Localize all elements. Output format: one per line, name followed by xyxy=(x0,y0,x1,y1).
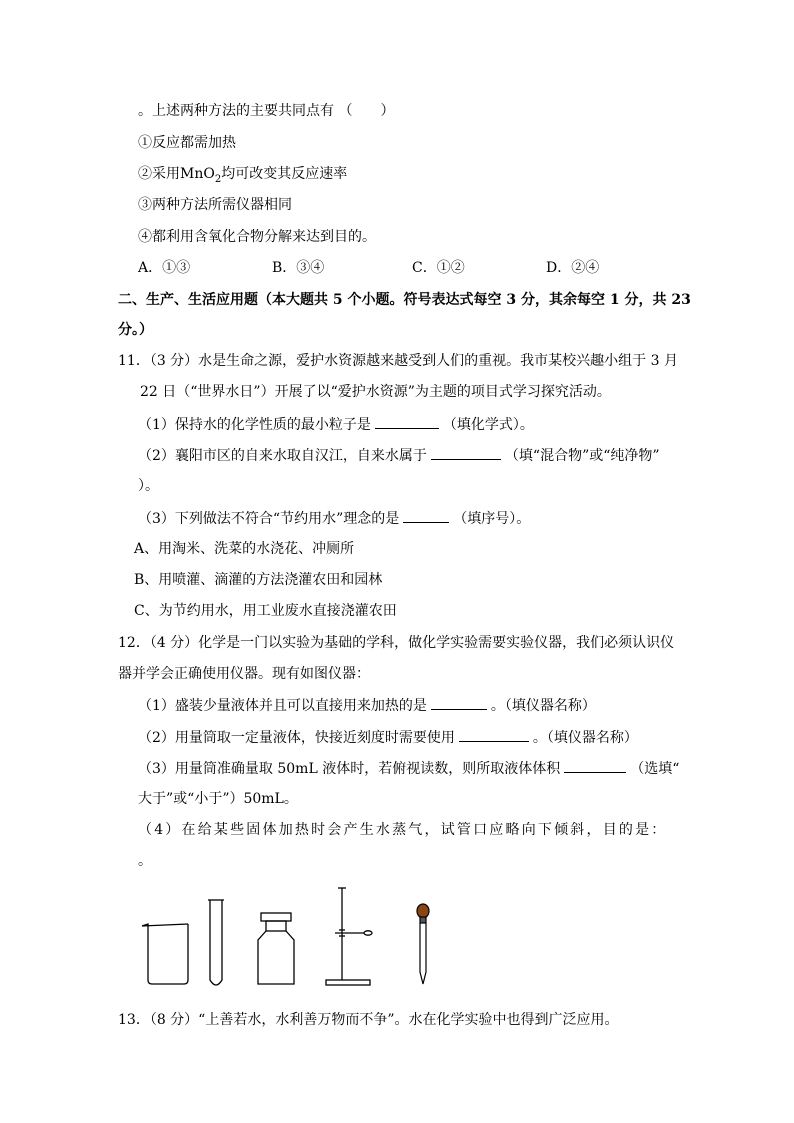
q11-choice-a: A、用淘米、洗菜的水浇花、冲厕所 xyxy=(134,541,355,557)
q10-option-c: C．①② xyxy=(412,260,465,276)
section-2-title-cont: 分。） xyxy=(118,322,153,338)
q12-part-4-cont: 。 xyxy=(138,853,152,869)
q11-part-3: （3）下列做法不符合“节约用水”理念的是 （填序号）。 xyxy=(138,508,530,529)
q10-option-d: D．②④ xyxy=(546,260,600,276)
q12-part-3: （3）用量筒准确量取 50mL 液体时，若俯视读数，则所取液体体积 （选填“ xyxy=(138,758,679,779)
answer-blank[interactable] xyxy=(564,758,626,773)
q11-choice-b: B、用喷灌、滴灌的方法浇灌农田和园林 xyxy=(134,572,383,588)
q12-part-4: （4）在给某些固体加热时会产生水蒸气，试管口应略向下倾斜，目的是： xyxy=(138,822,668,838)
q10-stem: 。上述两种方法的主要共同点有 （ ） xyxy=(138,103,395,119)
q12-part-3-cont: 大于”或“小于”）50mL。 xyxy=(138,791,298,807)
q10-item-3: ③两种方法所需仪器相同 xyxy=(138,197,292,213)
q11-choice-c: C、为节约用水，用工业废水直接浇灌农田 xyxy=(134,603,397,619)
reagent-bottle-icon xyxy=(258,913,294,984)
beaker-icon xyxy=(142,924,188,984)
q12-stem-cont: 器并学会正确使用仪器。现有如图仪器： xyxy=(118,666,370,682)
test-tube-icon xyxy=(208,900,224,985)
answer-blank[interactable] xyxy=(459,727,529,742)
answer-blank[interactable] xyxy=(431,445,501,460)
section-2-title: 二、生产、生活应用题（本大题共 5 个小题。符号表达式每空 3 分，其余每空 1 分，共 23 xyxy=(118,292,691,308)
answer-blank[interactable] xyxy=(375,414,439,429)
q12-part-2: （2）用量筒取一定量液体，快接近刻度时需要使用 。（填仪器名称） xyxy=(138,727,638,748)
answer-blank[interactable] xyxy=(431,695,487,710)
instruments-figure xyxy=(130,880,450,995)
answer-blank[interactable] xyxy=(403,508,449,523)
q10-item-4: ④都利用含氧化合物分解来达到目的。 xyxy=(138,229,376,245)
q12-part-1: （1）盛装少量液体并且可以直接用来加热的是 。（填仪器名称） xyxy=(138,695,596,716)
q11-part-2: （2）襄阳市区的自来水取自汉江，自来水属于 （填“混合物”或“纯净物” xyxy=(138,445,660,466)
q11-part-2-cont: ）。 xyxy=(138,478,159,494)
q11-stem: 11．（3 分）水是生命之源，爱护水资源越来越受到人们的重视。我市某校兴趣小组于 3 月 xyxy=(118,353,678,369)
q11-part-1: （1）保持水的化学性质的最小粒子是 （填化学式）。 xyxy=(138,414,534,435)
q11-stem-cont: 22 日（“世界水日”）开展了以“爱护水资源”为主题的项目式学习探究活动。 xyxy=(140,384,611,400)
q10-option-b: B．③④ xyxy=(272,260,325,276)
q12-stem: 12．（4 分）化学是一门以实验为基础的学科，做化学实验需要实验仪器，我们必须认识仪 xyxy=(118,635,675,651)
iron-stand-icon xyxy=(326,888,372,985)
q10-item-1: ①反应都需加热 xyxy=(138,135,236,151)
dropper-icon xyxy=(417,904,429,984)
q10-option-a: A．①③ xyxy=(138,260,191,276)
q13-stem: 13．（8 分）“上善若水，水利善万物而不争”。水在化学实验中也得到广泛应用。 xyxy=(118,1012,619,1028)
q10-item-2: ②采用MnO$_2$均可改变其反应速率 xyxy=(138,166,348,185)
